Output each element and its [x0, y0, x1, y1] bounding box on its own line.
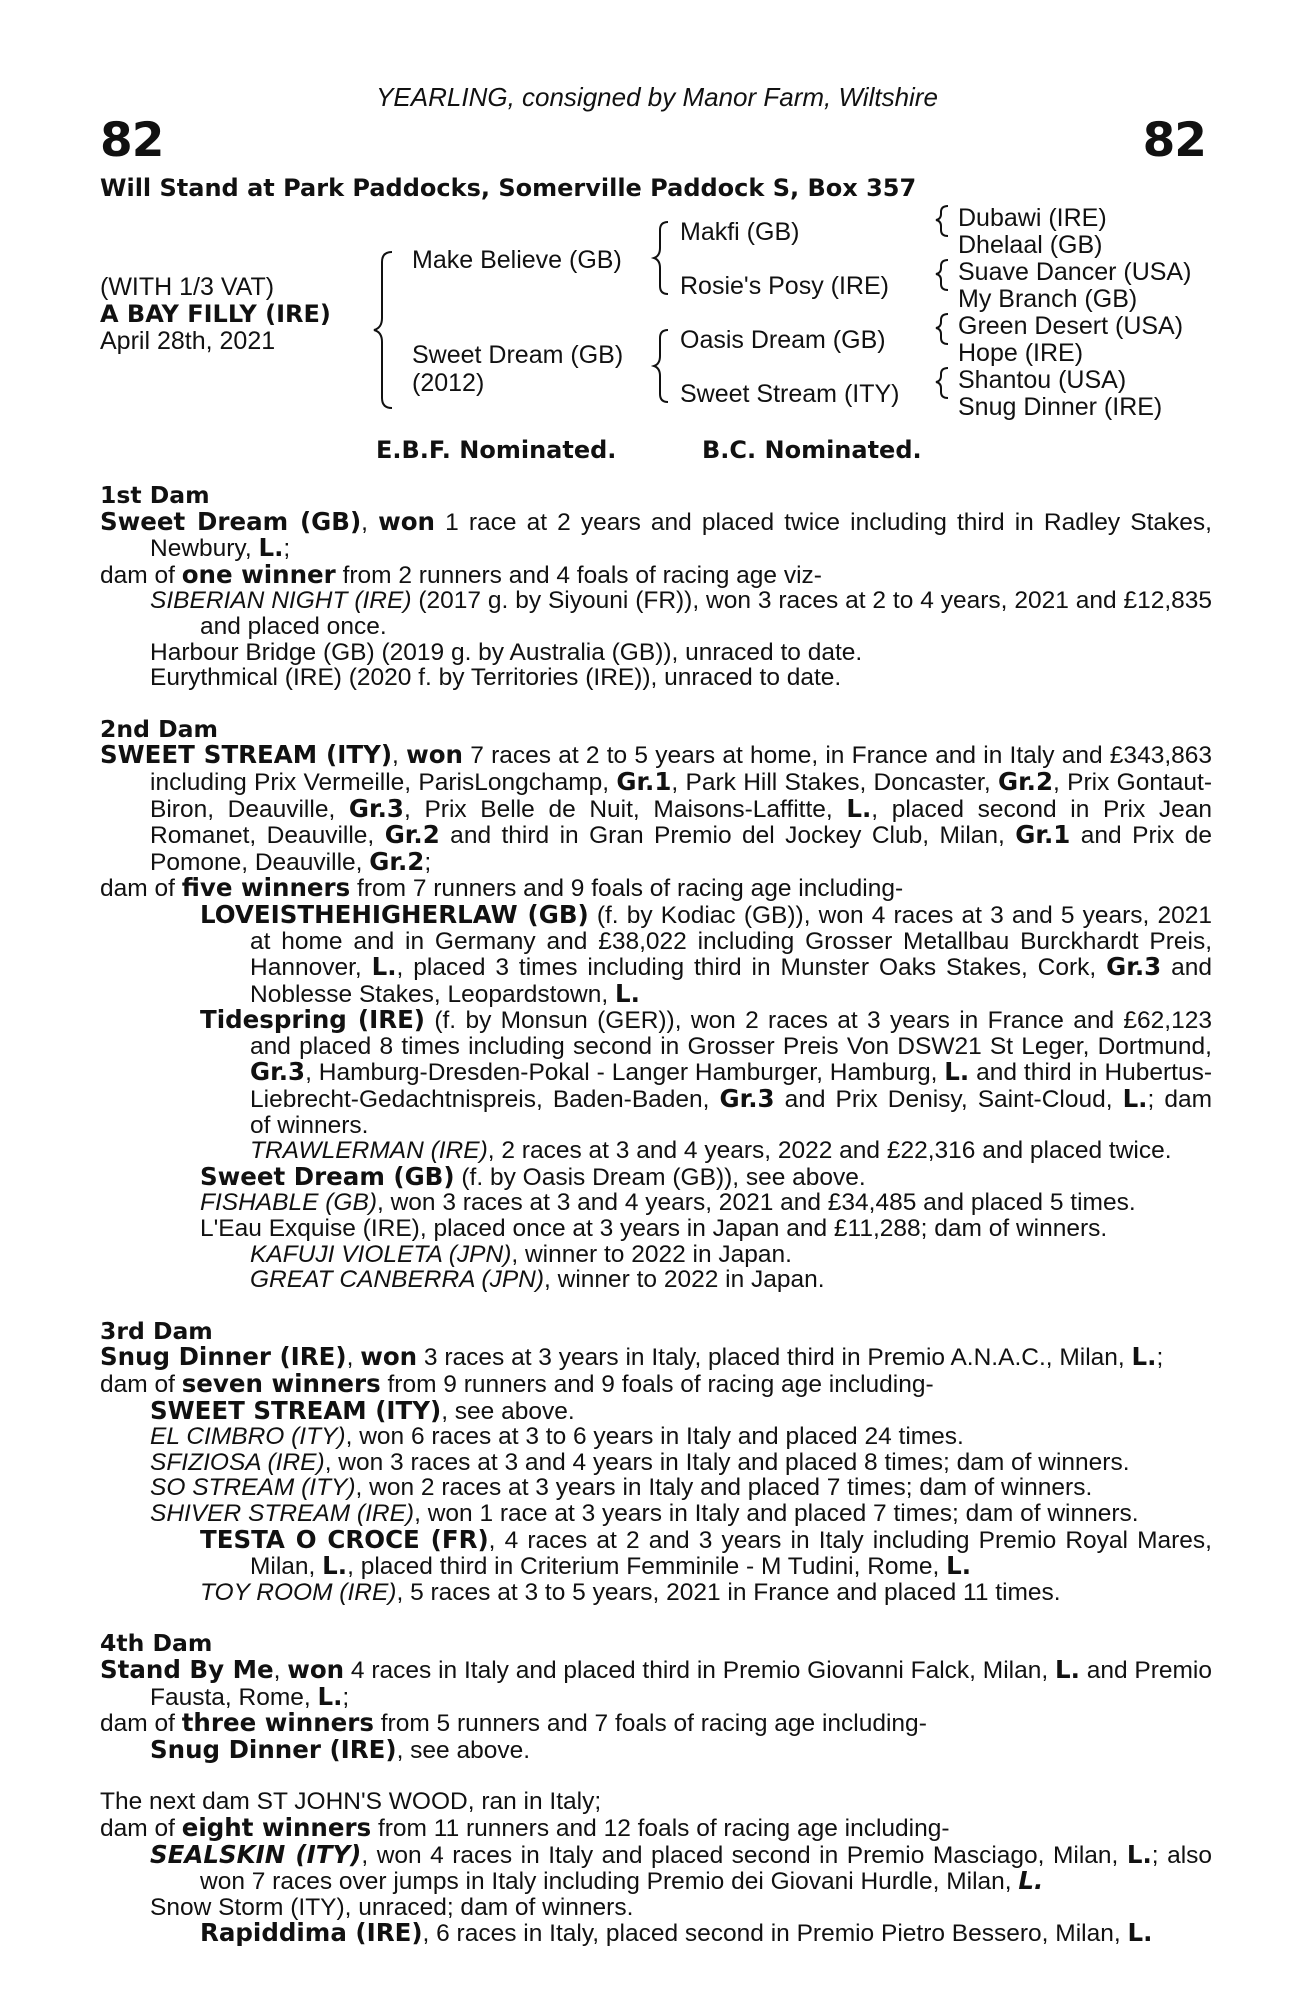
- record-text: , won 2 races at 3 years in Italy and placed 7 times; dam of winners.: [355, 1474, 1093, 1502]
- runner-name: SHIVER STREAM (IRE): [150, 1499, 415, 1527]
- runner-name: FISHABLE (GB): [200, 1189, 377, 1217]
- dam-sire: Oasis Dream (GB): [680, 326, 886, 354]
- first-dam-runner: [100, 588, 1212, 639]
- dam-dam: Sweet Stream (ITY): [680, 380, 900, 408]
- fourth-dam-produce: [100, 1710, 1212, 1737]
- record-text: , Prix Belle de Nuit, Maisons-Laffitte,: [403, 795, 847, 823]
- record-text: ;: [424, 848, 432, 876]
- second-dam-grand-runner: [100, 1267, 1212, 1293]
- pedigree-braces: [0, 0, 1314, 440]
- runner-name: EL CIMBRO (ITY): [150, 1423, 346, 1451]
- group-marker: Gr.1: [1015, 820, 1071, 850]
- record-text: , won 3 races at 3 and 4 years, 2021 and £34,485 and placed 5 times.: [376, 1189, 1136, 1217]
- record-text: , see above.: [396, 1736, 531, 1764]
- record-text: , placed third in Criterium Femminile - M Tudini, Rome,: [347, 1553, 947, 1581]
- group-marker: Gr.2: [384, 820, 440, 850]
- runner-name: SO STREAM (ITY): [150, 1474, 356, 1502]
- third-dam-name: Snug Dinner (IRE): [100, 1342, 347, 1372]
- listed-marker: L.: [946, 1551, 972, 1581]
- second-dam-runner: [100, 1190, 1212, 1216]
- dam: Sweet Dream (GB): [412, 341, 624, 369]
- won-label: won: [360, 1342, 418, 1372]
- listed-marker: L.: [1131, 1342, 1157, 1372]
- second-dam-runner: [100, 899, 1213, 1008]
- second-dam-record: SWEET STREAM (ITY), won 7 races at 2 to 5 years at home, in France and in Italy and £343,863 including Prix Vermeille, ParisLongchamp, Gr.1, Park Hill Stakes, Doncaster, Gr.2, Prix Gontaut-Biron, Deauville, Gr.3, Prix Belle de Nuit, Maisons-Laffitte, L., placed second in Prix Jean Romanet, Deauville, Gr.2 and third in Gran Premio del Jockey Club, Milan, Gr.1 and Prix de Pomone, Deauville, Gr.2;: [100, 740, 1213, 876]
- runner-name: SEALSKIN (ITY): [150, 1839, 362, 1869]
- record-text: 7 races at 2 to 5 years at home, in France and in Italy and £343,863 including Prix Vermeille, ParisLongchamp,: [150, 742, 1212, 796]
- first-dam-runner: Eurythmical (IRE) (2020 f. by Territories (IRE)), unraced to date.: [150, 664, 842, 692]
- runner-name: Tidespring (IRE): [200, 1005, 426, 1035]
- record-text: and Prix de Pomone, Deauville,: [150, 822, 1212, 876]
- ancestor-1: Dubawi (IRE): [958, 204, 1107, 232]
- fourth-dam-heading: 4th Dam: [100, 1629, 213, 1658]
- third-dam-record: Snug Dinner (IRE), won 3 races at 3 years in Italy, placed third in Premio A.N.A.C., Milan, L.;: [100, 1342, 1164, 1372]
- record-text: from 11 runners and 12 foals of racing age including-: [371, 1814, 950, 1842]
- lot-number-right: 82: [1142, 113, 1206, 168]
- second-dam-runner: [100, 1161, 1212, 1191]
- third-dam-runner: [100, 1475, 1212, 1501]
- record-text: , see above.: [441, 1397, 575, 1425]
- record-text: from 7 runners and 9 foals of racing age including-: [350, 875, 904, 903]
- page-header: YEARLING, consigned by Manor Farm, Wiltshire: [376, 82, 938, 112]
- listed-marker: L.: [615, 978, 640, 1008]
- record-text: ; dam of winners.: [250, 1086, 1212, 1139]
- runner-name: TRAWLERMAN (IRE): [250, 1137, 488, 1165]
- winner-count: one winner: [181, 559, 336, 589]
- second-dam-runner: L'Eau Exquise (IRE), placed once at 3 years in Japan and £11,288; dam of winners.: [200, 1215, 1108, 1243]
- third-dam-heading: 3rd Dam: [100, 1316, 213, 1345]
- winner-count: three winners: [181, 1708, 374, 1738]
- record-text: , won 4 races in Italy and placed second in Premio Masciago, Milan,: [361, 1841, 1127, 1869]
- group-marker: Gr.2: [997, 766, 1054, 796]
- ancestor-8: Snug Dinner (IRE): [958, 393, 1163, 421]
- runner-name: GREAT CANBERRA (JPN): [250, 1266, 545, 1294]
- record-text: from 2 runners and 4 foals of racing age viz-: [335, 561, 822, 589]
- runner-name: Rapiddima (IRE): [200, 1918, 423, 1948]
- sire: Make Believe (GB): [412, 246, 622, 274]
- runner-name: TESTA O CROCE (FR): [200, 1524, 489, 1554]
- runner-name: Sweet Dream (GB): [200, 1161, 455, 1191]
- record-text: from 9 runners and 9 foals of racing age including-: [380, 1371, 934, 1398]
- record-text: 4 races in Italy and placed third in Premio Giovanni Falck, Milan,: [344, 1656, 1055, 1684]
- listed-marker: L.: [1126, 1839, 1152, 1869]
- lot-number-left: 82: [100, 113, 164, 168]
- won-label: won: [378, 506, 436, 536]
- record-text: (f. by Kodiac (GB)), won 4 races at 3 and 5 years, 2021 at home and in Germany and £38,022 including Grosser Metallbau Burckhardt Preis, Hannover,: [250, 901, 1213, 982]
- runner-name: TOY ROOM (IRE): [200, 1578, 397, 1606]
- record-text: and Noblesse Stakes, Leopardstown,: [250, 954, 1212, 1008]
- group-marker: Gr.2: [369, 846, 425, 876]
- record-text: dam of: [100, 1710, 182, 1738]
- ancestor-5: Green Desert (USA): [958, 312, 1184, 340]
- record-text: , Park Hill Stakes, Doncaster,: [671, 768, 998, 796]
- listed-marker: L.: [317, 1681, 343, 1711]
- third-dam-runner: [100, 1424, 1212, 1450]
- record-text: 1 race at 2 years and placed twice including third in Radley Stakes, Newbury,: [150, 508, 1212, 563]
- record-text: , 6 races in Italy, placed second in Premio Pietro Bessero, Milan,: [422, 1920, 1128, 1948]
- brace-g1: [936, 206, 948, 236]
- second-dam-runner: [100, 1007, 1212, 1138]
- record-text: and third in Hubertus-Liebrecht-Gedachtnispreis, Baden-Baden,: [250, 1059, 1213, 1114]
- listed-marker: L.: [944, 1057, 970, 1087]
- stand-location: Will Stand at Park Paddocks, Somerville Paddock S, Box 357: [100, 174, 917, 202]
- record-text: , Hamburg-Dresden-Pokal - Langer Hamburger, Hamburg,: [305, 1059, 945, 1087]
- second-dam-grand-runner: [100, 1242, 1212, 1268]
- ebf-nomination: E.B.F. Nominated.: [376, 436, 617, 464]
- ancestor-6: Hope (IRE): [958, 339, 1084, 367]
- runner-name: KAFUJI VIOLETA (JPN): [250, 1240, 512, 1268]
- next-dam-runner: [100, 1839, 1213, 1896]
- second-dam-heading: 2nd Dam: [100, 714, 218, 743]
- record-text: dam of: [100, 561, 182, 589]
- listed-marker: L.: [1054, 1654, 1080, 1684]
- second-dam-grand-runner: [100, 1138, 1212, 1164]
- listed-marker: L.: [258, 533, 284, 563]
- record-text: (f. by Oasis Dream (GB)), see above.: [454, 1163, 866, 1191]
- ancestor-3: Suave Dancer (USA): [958, 258, 1192, 286]
- third-dam-runner: [100, 1395, 1212, 1425]
- brace-sire: [654, 222, 668, 294]
- brace-g4: [936, 368, 948, 398]
- winner-count: seven winners: [181, 1369, 381, 1398]
- next-dam-produce: [100, 1812, 1212, 1842]
- record-text: , winner to 2022 in Japan.: [511, 1240, 792, 1268]
- record-text: from 5 runners and 7 foals of racing age including-: [373, 1710, 927, 1738]
- record-text: ;: [342, 1683, 350, 1711]
- record-text: ;: [283, 535, 291, 563]
- runner-name: SIBERIAN NIGHT (IRE): [150, 587, 412, 615]
- record-text: ;: [1156, 1344, 1164, 1372]
- runner-name: Snug Dinner (IRE): [150, 1734, 397, 1764]
- first-dam-produce: [100, 559, 1212, 589]
- winner-count: eight winners: [181, 1812, 372, 1842]
- record-text: , won 6 races at 3 to 6 years in Italy and placed 24 times.: [345, 1423, 964, 1451]
- next-dam-intro: The next dam ST JOHN'S WOOD, ran in Italy;: [100, 1788, 602, 1816]
- won-label: won: [287, 1654, 345, 1684]
- record-text: , placed second in Prix Jean Romanet, Deauville,: [150, 795, 1213, 850]
- bc-nomination: B.C. Nominated.: [702, 436, 922, 464]
- third-dam-grand-runner: [100, 1524, 1212, 1581]
- horse-name: A BAY FILLY (IRE): [100, 300, 331, 328]
- record-text: (f. by Monsun (GER)), won 2 races at 3 years in France and £62,123 and placed 8 times including second in Grosser Preis Von DSW21 St Leger, Dortmund,: [250, 1007, 1212, 1060]
- sire-sire: Makfi (GB): [680, 218, 800, 246]
- record-text: dam of: [100, 1814, 182, 1842]
- record-text: , 2 races at 3 and 4 years, 2022 and £22,316 and placed twice.: [487, 1137, 1172, 1165]
- listed-marker: L.: [371, 952, 397, 982]
- record-text: , 4 races at 2 and 3 years in Italy including Premio Royal Mares, Milan,: [250, 1526, 1212, 1581]
- horse-dob: April 28th, 2021: [100, 327, 276, 355]
- third-dam-grand-runner: [100, 1580, 1212, 1606]
- sire-dam: Rosie's Posy (IRE): [680, 272, 889, 300]
- brace-g2: [936, 260, 948, 290]
- group-marker: Gr.3: [719, 1084, 775, 1114]
- record-text: , won 3 races at 3 and 4 years in Italy and placed 8 times; dam of winners.: [324, 1448, 1130, 1476]
- record-text: 3 races at 3 years in Italy, placed third in Premio A.N.A.C., Milan,: [417, 1344, 1132, 1372]
- runner-name: SFIZIOSA (IRE): [150, 1448, 325, 1476]
- record-text: and Premio Fausta, Rome,: [150, 1656, 1212, 1711]
- group-marker: Gr.3: [1106, 952, 1162, 982]
- ancestor-7: Shantou (USA): [958, 366, 1127, 394]
- group-marker: Gr.3: [250, 1057, 306, 1087]
- third-dam-runner: [100, 1450, 1212, 1476]
- next-dam-grand-runner: [100, 1920, 1212, 1947]
- record-text: (2017 g. by Siyouni (FR)), won 3 races at 2 to 4 years, 2021 and £12,835 and placed once.: [200, 587, 1213, 640]
- ancestor-2: Dhelaal (GB): [958, 231, 1103, 259]
- second-dam-name: SWEET STREAM (ITY): [100, 740, 393, 770]
- brace-g3: [936, 314, 948, 344]
- group-marker: Gr.3: [348, 793, 404, 823]
- pedigree-notes: [100, 483, 1212, 1947]
- listed-marker: L.: [1122, 1084, 1148, 1114]
- first-dam-heading: 1st Dam: [100, 481, 210, 509]
- fourth-dam-name: Stand By Me: [100, 1654, 274, 1684]
- listed-marker: L.: [322, 1551, 348, 1581]
- record-text: dam of: [100, 1371, 182, 1398]
- first-dam-name: Sweet Dream (GB): [100, 506, 362, 536]
- listed-marker: L.: [846, 793, 872, 823]
- fourth-dam-runner: [100, 1734, 1212, 1764]
- runner-name: LOVEISTHEHIGHERLAW (GB): [200, 899, 589, 929]
- record-text: , placed 3 times including third in Munster Oaks Stakes, Cork,: [396, 954, 1107, 982]
- won-label: won: [406, 740, 463, 770]
- vat-note: (WITH 1/3 VAT): [100, 273, 275, 301]
- next-dam-runner: Snow Storm (ITY), unraced; dam of winners.: [150, 1893, 634, 1921]
- runner-name: SWEET STREAM (ITY): [150, 1395, 442, 1425]
- ancestor-4: My Branch (GB): [958, 285, 1138, 313]
- winner-count: five winners: [181, 873, 351, 903]
- first-dam-runner: Harbour Bridge (GB) (2019 g. by Australia (GB)), unraced to date.: [150, 638, 863, 666]
- record-text: , Prix Gontaut-Biron, Deauville,: [150, 768, 1212, 823]
- record-text: , 5 races at 3 to 5 years, 2021 in France and placed 11 times.: [396, 1578, 1061, 1606]
- fourth-dam-record: Stand By Me, won 4 races in Italy and placed third in Premio Giovanni Falck, Milan, L. and Premio Fausta, Rome, L.;: [100, 1654, 1212, 1711]
- third-dam-runner: [100, 1501, 1212, 1527]
- record-text: dam of: [100, 875, 182, 903]
- record-text: ; also won 7 races over jumps in Italy including Premio dei Giovani Hurdle, Milan,: [200, 1841, 1213, 1896]
- listed-marker: L.: [1018, 1866, 1044, 1896]
- dam-year: (2012): [412, 369, 485, 397]
- record-text: , winner to 2022 in Japan.: [544, 1266, 825, 1294]
- first-dam-record: Sweet Dream (GB), won 1 race at 2 years and placed twice including third in Radley Stakes, Newbury, L.;: [100, 506, 1212, 563]
- second-dam-produce: [100, 875, 1212, 902]
- record-text: and Prix Denisy, Saint-Cloud,: [774, 1086, 1123, 1114]
- brace-main: [374, 252, 392, 408]
- listed-marker: L.: [1127, 1918, 1153, 1948]
- record-text: , won 1 race at 3 years in Italy and placed 7 times; dam of winners.: [414, 1499, 1139, 1527]
- record-text: and third in Gran Premio del Jockey Club, Milan,: [439, 822, 1016, 850]
- third-dam-produce: [100, 1371, 1212, 1398]
- brace-dam: [654, 330, 668, 402]
- group-marker: Gr.1: [616, 766, 672, 796]
